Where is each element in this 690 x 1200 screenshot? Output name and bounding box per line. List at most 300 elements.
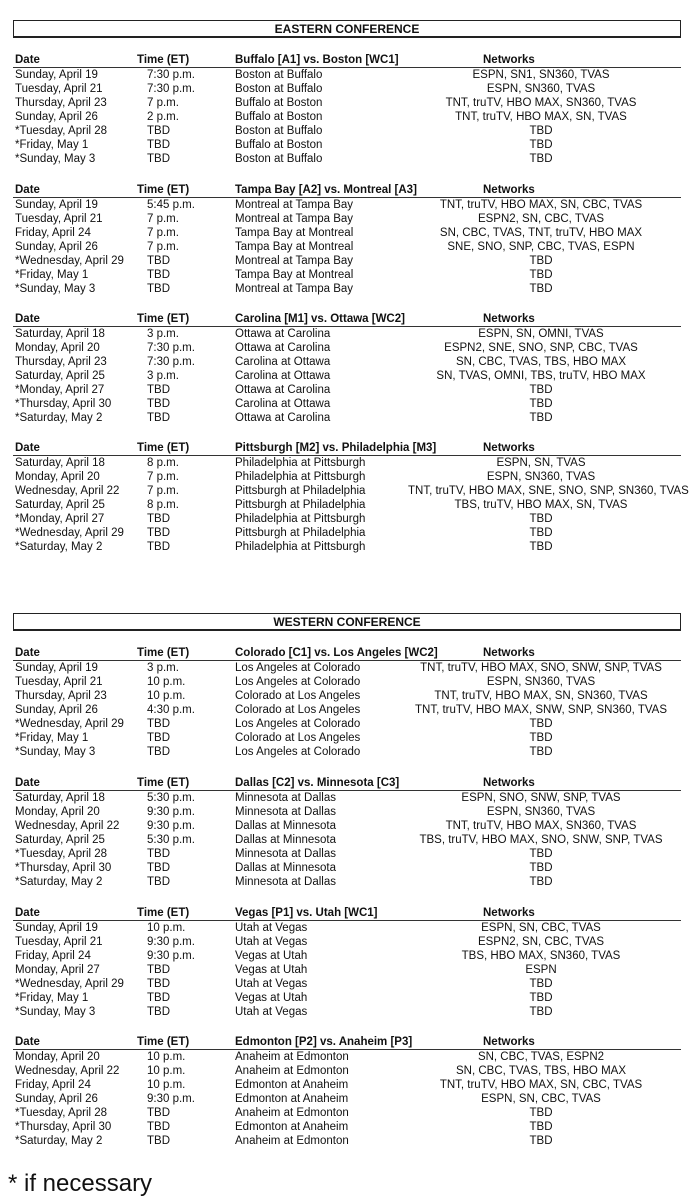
game-networks: TNT, truTV, HBO MAX, SN, CBC, TVAS (439, 199, 643, 211)
column-header-time: Time (ET) (137, 777, 190, 789)
game-date: Saturday, April 18 (15, 457, 105, 469)
game-time: 10 p.m. (147, 676, 186, 688)
series-block (0, 52, 690, 166)
game-time: TBD (147, 153, 170, 165)
game-time: 7:30 p.m. (147, 83, 195, 95)
game-date: Sunday, April 26 (15, 111, 98, 123)
game-row (0, 327, 690, 341)
series-header-row (0, 905, 690, 921)
game-networks: TBS, truTV, HBO MAX, SN, TVAS (454, 499, 628, 511)
game-row (0, 861, 690, 875)
game-time: TBD (147, 862, 170, 874)
game-row (0, 82, 690, 96)
series-block (0, 905, 690, 1019)
game-time: TBD (147, 269, 170, 281)
game-date: *Saturday, May 2 (15, 876, 103, 888)
game-date: *Saturday, May 2 (15, 1135, 103, 1147)
game-row (0, 731, 690, 745)
game-time: 9:30 p.m. (147, 936, 195, 948)
game-row (0, 805, 690, 819)
game-networks: TBD (529, 283, 553, 295)
game-matchup: Utah at Vegas (235, 978, 308, 990)
game-row (0, 383, 690, 397)
game-date: Sunday, April 26 (15, 241, 98, 253)
game-row (0, 1078, 690, 1092)
column-header-date: Date (15, 1036, 40, 1048)
game-matchup: Vegas at Utah (235, 964, 308, 976)
game-row (0, 152, 690, 166)
game-time: 3 p.m. (147, 662, 179, 674)
game-networks: TNT, truTV, HBO MAX, SNE, SNO, SNP, SN360, TVAS (408, 485, 689, 497)
game-time: 3 p.m. (147, 370, 179, 382)
game-time: TBD (147, 964, 170, 976)
game-matchup: Dallas at Minnesota (235, 862, 336, 874)
game-time: 5:30 p.m. (147, 834, 195, 846)
game-time: TBD (147, 527, 170, 539)
game-date: *Friday, May 1 (15, 992, 89, 1004)
game-row (0, 540, 690, 554)
conference-title-eastern: EASTERN CONFERENCE (13, 20, 681, 38)
game-networks: TBD (529, 541, 553, 553)
game-row (0, 254, 690, 268)
game-time: TBD (147, 1107, 170, 1119)
game-time: TBD (147, 398, 170, 410)
conference-rule (13, 36, 681, 38)
game-date: Thursday, April 23 (15, 356, 107, 368)
game-networks: TBD (529, 1135, 553, 1147)
game-row (0, 110, 690, 124)
game-matchup: Anaheim at Edmonton (235, 1065, 349, 1077)
game-row (0, 268, 690, 282)
game-date: Thursday, April 23 (15, 690, 107, 702)
game-time: TBD (147, 718, 170, 730)
game-matchup: Pittsburgh at Philadelphia (235, 527, 366, 539)
game-time: 10 p.m. (147, 922, 186, 934)
game-row (0, 1134, 690, 1148)
game-date: Saturday, April 18 (15, 328, 105, 340)
game-date: *Tuesday, April 28 (15, 125, 108, 137)
game-matchup: Buffalo at Boston (235, 111, 323, 123)
game-row (0, 456, 690, 470)
game-time: 7:30 p.m. (147, 69, 195, 81)
game-row (0, 498, 690, 512)
game-date: *Thursday, April 30 (15, 862, 112, 874)
column-header-networks: Networks (483, 1036, 535, 1048)
game-row (0, 1005, 690, 1019)
game-time: 9:30 p.m. (147, 820, 195, 832)
game-date: *Sunday, May 3 (15, 746, 96, 758)
game-networks: ESPN, SN, OMNI, TVAS (478, 328, 604, 340)
game-date: Tuesday, April 21 (15, 936, 103, 948)
game-matchup: Pittsburgh at Philadelphia (235, 485, 366, 497)
column-header-date: Date (15, 907, 40, 919)
game-matchup: Boston at Buffalo (235, 153, 323, 165)
game-date: Wednesday, April 22 (15, 820, 120, 832)
game-date: Monday, April 20 (15, 471, 100, 483)
game-networks: TBD (529, 384, 553, 396)
series-matchup-title: Edmonton [P2] vs. Anaheim [P3] (235, 1036, 413, 1048)
game-time: 7 p.m. (147, 485, 179, 497)
game-row (0, 703, 690, 717)
game-row (0, 96, 690, 110)
game-networks: ESPN2, SN, CBC, TVAS (477, 936, 605, 948)
game-row (0, 484, 690, 498)
game-time: 2 p.m. (147, 111, 179, 123)
game-time: TBD (147, 876, 170, 888)
game-matchup: Los Angeles at Colorado (235, 746, 361, 758)
game-date: Sunday, April 19 (15, 199, 98, 211)
game-time: TBD (147, 1121, 170, 1133)
game-networks: ESPN, SN, TVAS (496, 457, 586, 469)
game-matchup: Ottawa at Carolina (235, 342, 331, 354)
game-matchup: Dallas at Minnesota (235, 834, 336, 846)
game-networks: TBD (529, 862, 553, 874)
game-networks: SN, CBC, TVAS, TNT, truTV, HBO MAX (439, 227, 643, 239)
game-networks: TBD (529, 412, 553, 424)
game-row (0, 341, 690, 355)
game-date: *Wednesday, April 29 (15, 718, 124, 730)
game-matchup: Montreal at Tampa Bay (235, 213, 354, 225)
game-date: *Wednesday, April 29 (15, 255, 124, 267)
series-matchup-title: Pittsburgh [M2] vs. Philadelphia [M3] (235, 442, 437, 454)
series-block (0, 182, 690, 296)
game-networks: TNT, truTV, HBO MAX, SN360, TVAS (445, 820, 637, 832)
game-date: Monday, April 20 (15, 806, 100, 818)
column-header-date: Date (15, 54, 40, 66)
game-date: Tuesday, April 21 (15, 83, 103, 95)
game-time: TBD (147, 848, 170, 860)
game-date: Saturday, April 18 (15, 792, 105, 804)
game-matchup: Tampa Bay at Montreal (235, 227, 354, 239)
game-matchup: Anaheim at Edmonton (235, 1051, 349, 1063)
game-networks: ESPN, SNO, SNW, SNP, TVAS (461, 792, 621, 804)
game-networks: ESPN2, SNE, SNO, SNP, CBC, TVAS (444, 342, 638, 354)
game-matchup: Carolina at Ottawa (235, 356, 331, 368)
game-time: 8 p.m. (147, 499, 179, 511)
game-matchup: Tampa Bay at Montreal (235, 241, 354, 253)
series-header-row (0, 645, 690, 661)
game-row (0, 526, 690, 540)
column-header-networks: Networks (483, 54, 535, 66)
game-time: TBD (147, 746, 170, 758)
conference-title-western: WESTERN CONFERENCE (13, 613, 681, 631)
game-row (0, 411, 690, 425)
game-networks: ESPN (525, 964, 557, 976)
game-date: Sunday, April 19 (15, 69, 98, 81)
game-matchup: Ottawa at Carolina (235, 412, 331, 424)
game-networks: TBD (529, 527, 553, 539)
game-time: TBD (147, 541, 170, 553)
game-time: 5:45 p.m. (147, 199, 195, 211)
game-matchup: Ottawa at Carolina (235, 384, 331, 396)
game-row (0, 921, 690, 935)
series-matchup-title: Tampa Bay [A2] vs. Montreal [A3] (235, 184, 417, 196)
game-time: TBD (147, 978, 170, 990)
game-time: TBD (147, 513, 170, 525)
game-date: *Tuesday, April 28 (15, 1107, 108, 1119)
game-time: 7 p.m. (147, 97, 179, 109)
game-row (0, 791, 690, 805)
game-row (0, 935, 690, 949)
game-row (0, 977, 690, 991)
column-header-time: Time (ET) (137, 184, 190, 196)
game-row (0, 675, 690, 689)
game-matchup: Montreal at Tampa Bay (235, 199, 354, 211)
game-date: *Sunday, May 3 (15, 283, 96, 295)
game-row (0, 1106, 690, 1120)
game-networks: TNT, truTV, HBO MAX, SNW, SNP, SN360, TVAS (414, 704, 667, 716)
game-networks: TBD (529, 1107, 553, 1119)
game-matchup: Boston at Buffalo (235, 69, 323, 81)
column-header-time: Time (ET) (137, 313, 190, 325)
game-matchup: Carolina at Ottawa (235, 398, 331, 410)
game-date: *Monday, April 27 (15, 513, 105, 525)
game-date: Tuesday, April 21 (15, 676, 103, 688)
game-networks: TNT, truTV, HBO MAX, SN, SN360, TVAS (434, 690, 648, 702)
game-networks: SN, TVAS, OMNI, TBS, truTV, HBO MAX (436, 370, 646, 382)
game-time: TBD (147, 384, 170, 396)
game-matchup: Los Angeles at Colorado (235, 676, 361, 688)
game-time: TBD (147, 412, 170, 424)
game-time: TBD (147, 732, 170, 744)
game-networks: TBD (529, 1121, 553, 1133)
game-matchup: Anaheim at Edmonton (235, 1135, 349, 1147)
game-row (0, 689, 690, 703)
game-networks: TBD (529, 718, 553, 730)
game-time: TBD (147, 1135, 170, 1147)
game-row (0, 369, 690, 383)
game-time: 7 p.m. (147, 213, 179, 225)
game-matchup: Vegas at Utah (235, 992, 308, 1004)
game-time: TBD (147, 255, 170, 267)
game-row (0, 1050, 690, 1064)
game-networks: SNE, SNO, SNP, CBC, TVAS, ESPN (447, 241, 635, 253)
game-date: *Saturday, May 2 (15, 412, 103, 424)
game-networks: ESPN, SN360, TVAS (486, 806, 596, 818)
column-header-time: Time (ET) (137, 54, 190, 66)
game-row (0, 661, 690, 675)
game-networks: ESPN, SN1, SN360, TVAS (472, 69, 610, 81)
game-row (0, 138, 690, 152)
game-date: *Friday, May 1 (15, 269, 89, 281)
game-date: Sunday, April 26 (15, 1093, 98, 1105)
game-matchup: Dallas at Minnesota (235, 820, 336, 832)
game-row (0, 1064, 690, 1078)
game-row (0, 949, 690, 963)
game-time: 7 p.m. (147, 241, 179, 253)
game-date: *Thursday, April 30 (15, 398, 112, 410)
game-matchup: Montreal at Tampa Bay (235, 283, 354, 295)
series-header-row (0, 311, 690, 327)
game-matchup: Boston at Buffalo (235, 125, 323, 137)
game-matchup: Tampa Bay at Montreal (235, 269, 354, 281)
game-matchup: Philadelphia at Pittsburgh (235, 457, 366, 469)
game-time: 5:30 p.m. (147, 792, 195, 804)
game-networks: TBD (529, 153, 553, 165)
game-time: 9:30 p.m. (147, 806, 195, 818)
game-matchup: Utah at Vegas (235, 936, 308, 948)
game-time: TBD (147, 139, 170, 151)
game-networks: TBD (529, 255, 553, 267)
game-networks: ESPN2, SN, CBC, TVAS (477, 213, 605, 225)
series-matchup-title: Dallas [C2] vs. Minnesota [C3] (235, 777, 400, 789)
game-networks: TNT, truTV, HBO MAX, SNO, SNW, SNP, TVAS (420, 662, 662, 674)
game-date: Friday, April 24 (15, 227, 91, 239)
series-matchup-title: Colorado [C1] vs. Los Angeles [WC2] (235, 647, 438, 659)
column-header-date: Date (15, 313, 40, 325)
game-time: 10 p.m. (147, 1079, 186, 1091)
game-matchup: Boston at Buffalo (235, 83, 323, 95)
game-networks: TBD (529, 848, 553, 860)
game-networks: TBD (529, 746, 553, 758)
game-date: Sunday, April 19 (15, 662, 98, 674)
game-matchup: Pittsburgh at Philadelphia (235, 499, 366, 511)
game-date: Saturday, April 25 (15, 499, 105, 511)
column-header-date: Date (15, 442, 40, 454)
column-header-date: Date (15, 777, 40, 789)
game-time: 10 p.m. (147, 1065, 186, 1077)
game-networks: TBD (529, 513, 553, 525)
series-block (0, 1034, 690, 1148)
game-matchup: Colorado at Los Angeles (235, 732, 361, 744)
game-time: 9:30 p.m. (147, 950, 195, 962)
game-networks: TNT, truTV, HBO MAX, SN, CBC, TVAS (439, 1079, 643, 1091)
game-matchup: Minnesota at Dallas (235, 792, 336, 804)
game-networks: TBS, truTV, HBO MAX, SNO, SNW, SNP, TVAS (419, 834, 663, 846)
game-time: 3 p.m. (147, 328, 179, 340)
game-networks: TBD (529, 978, 553, 990)
game-networks: ESPN, SN, CBC, TVAS (481, 1093, 601, 1105)
game-row (0, 226, 690, 240)
series-matchup-title: Buffalo [A1] vs. Boston [WC1] (235, 54, 399, 66)
game-time: 8 p.m. (147, 457, 179, 469)
game-networks: TBD (529, 1006, 553, 1018)
game-networks: TBD (529, 732, 553, 744)
column-header-networks: Networks (483, 313, 535, 325)
game-matchup: Edmonton at Anaheim (235, 1121, 349, 1133)
game-row (0, 819, 690, 833)
game-matchup: Colorado at Los Angeles (235, 704, 361, 716)
series-block (0, 440, 690, 554)
game-matchup: Buffalo at Boston (235, 97, 323, 109)
game-time: 9:30 p.m. (147, 1093, 195, 1105)
column-header-time: Time (ET) (137, 647, 190, 659)
game-row (0, 963, 690, 977)
column-header-networks: Networks (483, 647, 535, 659)
game-row (0, 124, 690, 138)
game-row (0, 198, 690, 212)
game-row (0, 397, 690, 411)
game-date: *Thursday, April 30 (15, 1121, 112, 1133)
game-date: Saturday, April 25 (15, 370, 105, 382)
game-networks: TBD (529, 139, 553, 151)
game-row (0, 68, 690, 82)
game-time: 7:30 p.m. (147, 342, 195, 354)
game-row (0, 833, 690, 847)
game-networks: SN, CBC, TVAS, TBS, HBO MAX (456, 1065, 626, 1077)
game-date: Sunday, April 19 (15, 922, 98, 934)
series-header-row (0, 440, 690, 456)
series-block (0, 775, 690, 889)
game-date: *Wednesday, April 29 (15, 978, 124, 990)
column-header-networks: Networks (483, 184, 535, 196)
game-row (0, 512, 690, 526)
game-networks: ESPN, SN360, TVAS (486, 676, 596, 688)
game-time: 4:30 p.m. (147, 704, 195, 716)
game-time: TBD (147, 992, 170, 1004)
game-matchup: Philadelphia at Pittsburgh (235, 541, 366, 553)
game-networks: TBD (529, 125, 553, 137)
game-time: TBD (147, 1006, 170, 1018)
series-header-row (0, 1034, 690, 1050)
game-time: 7 p.m. (147, 471, 179, 483)
game-networks: TBD (529, 398, 553, 410)
game-row (0, 470, 690, 484)
game-date: *Friday, May 1 (15, 732, 89, 744)
game-date: Thursday, April 23 (15, 97, 107, 109)
game-matchup: Utah at Vegas (235, 1006, 308, 1018)
game-row (0, 745, 690, 759)
game-networks: SN, CBC, TVAS, TBS, HBO MAX (456, 356, 626, 368)
column-header-networks: Networks (483, 907, 535, 919)
column-header-date: Date (15, 647, 40, 659)
game-time: TBD (147, 125, 170, 137)
game-time: 7:30 p.m. (147, 356, 195, 368)
game-date: *Friday, May 1 (15, 139, 89, 151)
game-date: Saturday, April 25 (15, 834, 105, 846)
game-networks: SN, CBC, TVAS, ESPN2 (477, 1051, 605, 1063)
game-networks: ESPN, SN360, TVAS (486, 471, 596, 483)
game-date: Sunday, April 26 (15, 704, 98, 716)
column-header-networks: Networks (483, 442, 535, 454)
game-matchup: Minnesota at Dallas (235, 848, 336, 860)
column-header-networks: Networks (483, 777, 535, 789)
series-header-row (0, 775, 690, 791)
game-date: Wednesday, April 22 (15, 1065, 120, 1077)
game-row (0, 212, 690, 226)
game-matchup: Ottawa at Carolina (235, 328, 331, 340)
series-header-row (0, 182, 690, 198)
game-date: Monday, April 27 (15, 964, 100, 976)
column-header-time: Time (ET) (137, 1036, 190, 1048)
game-networks: TBD (529, 269, 553, 281)
game-date: Friday, April 24 (15, 950, 91, 962)
game-row (0, 875, 690, 889)
series-block (0, 645, 690, 759)
game-row (0, 717, 690, 731)
game-date: Friday, April 24 (15, 1079, 91, 1091)
game-networks: TBD (529, 992, 553, 1004)
game-row (0, 282, 690, 296)
game-time: 10 p.m. (147, 1051, 186, 1063)
game-row (0, 240, 690, 254)
game-matchup: Los Angeles at Colorado (235, 662, 361, 674)
column-header-time: Time (ET) (137, 442, 190, 454)
game-date: Wednesday, April 22 (15, 485, 120, 497)
game-time: 7 p.m. (147, 227, 179, 239)
game-date: *Sunday, May 3 (15, 153, 96, 165)
game-date: *Saturday, May 2 (15, 541, 103, 553)
game-date: *Tuesday, April 28 (15, 848, 108, 860)
game-date: *Sunday, May 3 (15, 1006, 96, 1018)
game-matchup: Philadelphia at Pittsburgh (235, 471, 366, 483)
game-networks: ESPN, SN, CBC, TVAS (481, 922, 601, 934)
footnote: * if necessary (8, 1170, 153, 1197)
game-matchup: Buffalo at Boston (235, 139, 323, 151)
series-matchup-title: Vegas [P1] vs. Utah [WC1] (235, 907, 378, 919)
game-matchup: Vegas at Utah (235, 950, 308, 962)
game-matchup: Colorado at Los Angeles (235, 690, 361, 702)
